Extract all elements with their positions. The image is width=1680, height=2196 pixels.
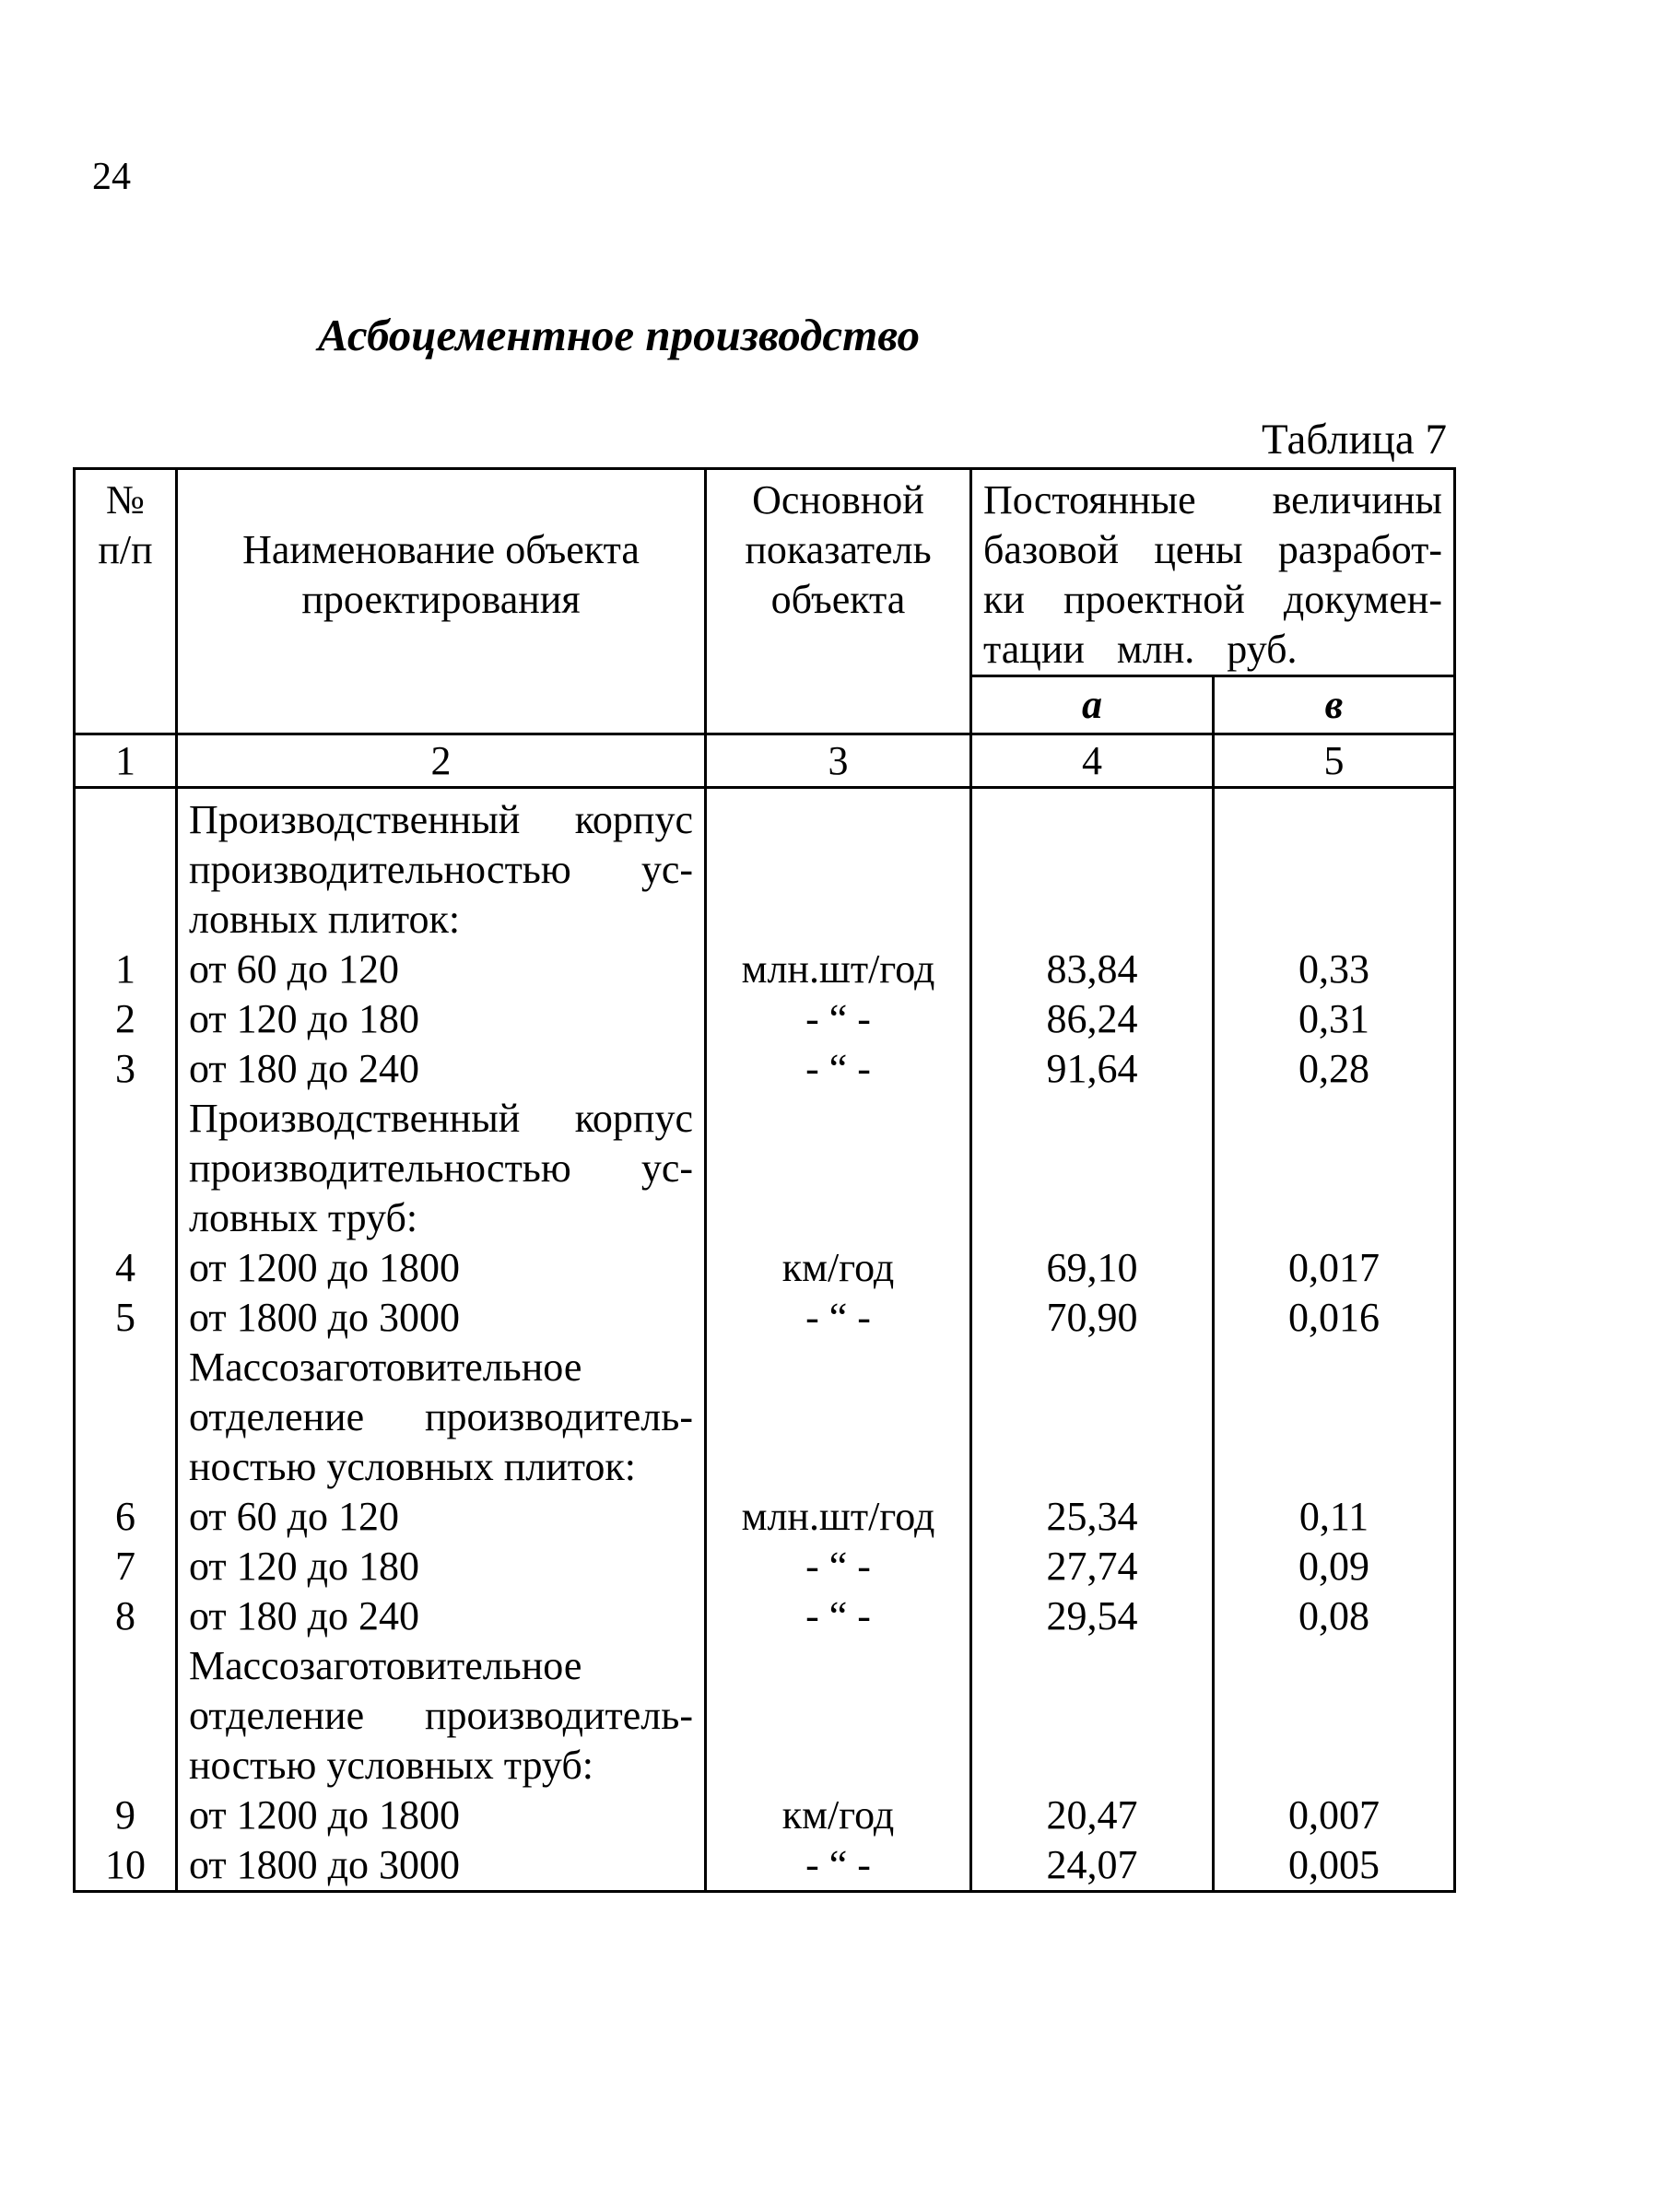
group-title-row (75, 1442, 1455, 1492)
header-number-line: № (106, 477, 145, 523)
header-object-name (177, 469, 706, 734)
group-title-line: отделение производитель- (189, 1692, 693, 1738)
header-object-name-line: проектирования (301, 577, 581, 622)
header-row (75, 469, 1455, 676)
table-row (75, 1542, 1455, 1591)
column-number-row (75, 734, 1455, 788)
row-name: от 180 до 240 (177, 1044, 706, 1094)
row-name: от 1800 до 3000 (177, 1293, 706, 1343)
row-value-b: 0,33 (1214, 945, 1455, 994)
page-number: 24 (92, 156, 131, 198)
group-title-row (75, 1094, 1455, 1144)
row-value-b: 0,31 (1214, 994, 1455, 1044)
row-number: 8 (75, 1591, 177, 1641)
header-col-a: а (971, 676, 1214, 734)
row-unit: млн.шт/год (706, 1492, 971, 1542)
header-col-b: в (1214, 676, 1455, 734)
column-number: 4 (971, 734, 1214, 788)
row-value-b: 0,007 (1214, 1791, 1455, 1840)
column-number: 1 (75, 734, 177, 788)
group-title-row (75, 1691, 1455, 1741)
row-number: 10 (75, 1840, 177, 1892)
row-value-a: 24,07 (971, 1840, 1214, 1892)
row-number: 9 (75, 1791, 177, 1840)
row-unit: - “ - (706, 994, 971, 1044)
row-value-a: 70,90 (971, 1293, 1214, 1343)
row-value-a: 91,64 (971, 1044, 1214, 1094)
group-title-line: отделение производитель- (189, 1393, 693, 1439)
row-value-b: 0,28 (1214, 1044, 1455, 1094)
group-title-row (75, 1193, 1455, 1243)
header-main-indicator (706, 469, 971, 734)
group-title-row (75, 1343, 1455, 1392)
table-row (75, 1044, 1455, 1094)
row-value-a: 27,74 (971, 1542, 1214, 1591)
header-constants-line: базовой цены разработ- (983, 527, 1442, 572)
row-value-a: 20,47 (971, 1791, 1214, 1840)
row-value-b: 0,017 (1214, 1243, 1455, 1293)
group-title-line: Массозаготовительное (189, 1642, 582, 1688)
group-title-row (75, 895, 1455, 945)
header-constants-line: тации млн. руб. (983, 627, 1298, 672)
row-number: 4 (75, 1243, 177, 1293)
group-title-row (75, 795, 1455, 845)
row-unit: млн.шт/год (706, 945, 971, 994)
row-number: 1 (75, 945, 177, 994)
row-number: 6 (75, 1492, 177, 1542)
group-title-line: производительностью ус- (189, 846, 693, 892)
row-value-b: 0,08 (1214, 1591, 1455, 1641)
table-row (75, 1791, 1455, 1840)
header-main-indicator-line: Основной (752, 477, 924, 523)
header-main-indicator-line: показатель (745, 527, 932, 572)
column-number: 5 (1214, 734, 1455, 788)
body-spacer-row (75, 788, 1455, 795)
row-name: от 60 до 120 (177, 945, 706, 994)
group-title-row (75, 1741, 1455, 1791)
table-row (75, 945, 1455, 994)
group-title-line: ностью условных труб: (189, 1742, 593, 1788)
group-title-row (75, 845, 1455, 895)
group-title-line: Производственный корпус (189, 796, 693, 842)
column-number: 2 (177, 734, 706, 788)
row-name: от 60 до 120 (177, 1492, 706, 1542)
row-unit: - “ - (706, 1542, 971, 1591)
row-number: 3 (75, 1044, 177, 1094)
header-number (75, 469, 177, 734)
row-name: от 120 до 180 (177, 1542, 706, 1591)
group-title-line: Массозаготовительное (189, 1344, 582, 1390)
group-title-row (75, 1641, 1455, 1691)
row-name: от 180 до 240 (177, 1591, 706, 1641)
price-table (73, 467, 1456, 1893)
row-unit: км/год (706, 1243, 971, 1293)
group-title-row (75, 1144, 1455, 1193)
header-constants (971, 469, 1455, 676)
header-constants-line: Постоянные величины (983, 477, 1442, 523)
header-number-line: п/п (98, 527, 153, 572)
row-name: от 1200 до 1800 (177, 1791, 706, 1840)
table-row (75, 1840, 1455, 1892)
header-main-indicator-line: объекта (770, 577, 906, 622)
header-object-name-line: Наименование объекта (242, 527, 640, 572)
table-row (75, 1591, 1455, 1641)
row-unit: - “ - (706, 1044, 971, 1094)
row-value-a: 86,24 (971, 994, 1214, 1044)
row-name: от 1200 до 1800 (177, 1243, 706, 1293)
row-value-a: 69,10 (971, 1243, 1214, 1293)
group-title-row (75, 1392, 1455, 1442)
table-row (75, 1243, 1455, 1293)
header-constants-line: ки проектной докумен- (983, 577, 1442, 622)
group-title-line: Производственный корпус (189, 1095, 693, 1141)
group-title-line: производительностью ус- (189, 1145, 693, 1191)
row-unit: - “ - (706, 1591, 971, 1641)
group-title-line: ловных труб: (189, 1194, 418, 1240)
table-row (75, 1293, 1455, 1343)
table-row (75, 994, 1455, 1044)
row-value-b: 0,005 (1214, 1840, 1455, 1892)
table-caption: Таблица 7 (1261, 416, 1447, 464)
column-number: 3 (706, 734, 971, 788)
row-value-b: 0,09 (1214, 1542, 1455, 1591)
row-name: от 120 до 180 (177, 994, 706, 1044)
group-title-line: ностью условных плиток: (189, 1443, 637, 1489)
row-value-a: 83,84 (971, 945, 1214, 994)
row-unit: - “ - (706, 1840, 971, 1892)
row-value-b: 0,11 (1214, 1492, 1455, 1542)
row-number: 7 (75, 1542, 177, 1591)
row-value-a: 29,54 (971, 1591, 1214, 1641)
row-value-a: 25,34 (971, 1492, 1214, 1542)
row-unit: - “ - (706, 1293, 971, 1343)
row-unit: км/год (706, 1791, 971, 1840)
group-title-line: ловных плиток: (189, 896, 461, 942)
row-value-b: 0,016 (1214, 1293, 1455, 1343)
table-row (75, 1492, 1455, 1542)
row-name: от 1800 до 3000 (177, 1840, 706, 1892)
section-title: Асбоцементное производство (317, 310, 921, 360)
row-number: 2 (75, 994, 177, 1044)
row-number: 5 (75, 1293, 177, 1343)
